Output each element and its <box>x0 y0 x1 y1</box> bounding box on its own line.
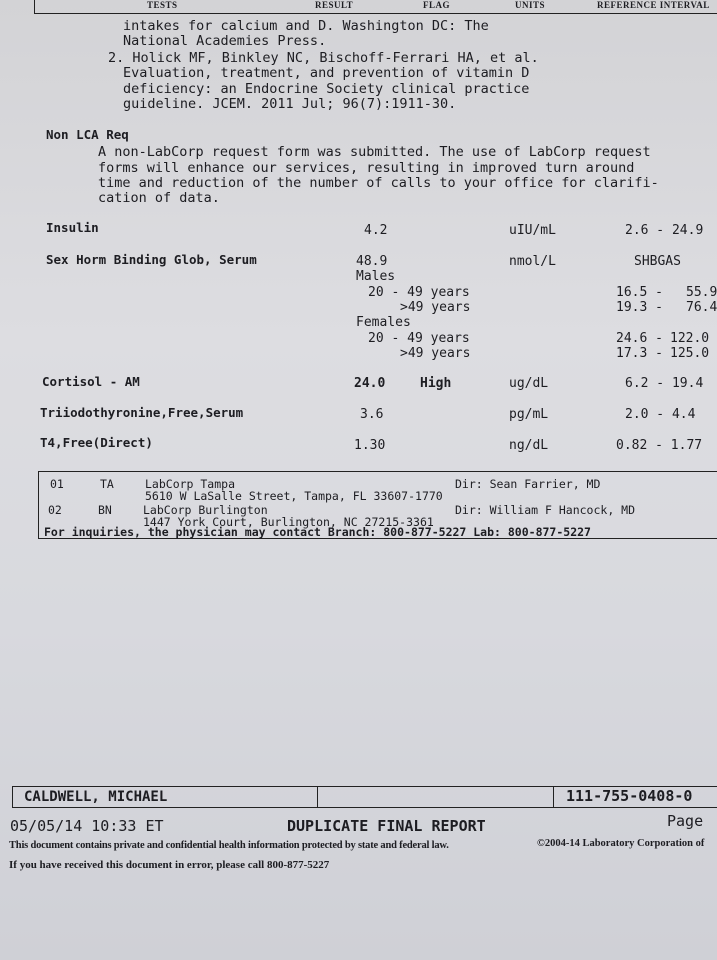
range-low: 17.3 - <box>616 346 663 361</box>
lab-code: 01 <box>50 477 64 491</box>
patient-bar-divider <box>553 787 554 807</box>
column-header-strip <box>34 0 717 14</box>
test-reference: 2.6 - 24.9 <box>625 223 704 238</box>
header-flag: FLAG <box>423 0 451 10</box>
range-high: 76.4 <box>686 300 717 315</box>
test-name: Insulin <box>46 220 99 235</box>
test-units: ug/dL <box>509 376 549 391</box>
error-notice: If you have received this document in error, please call 800-877-5227 <box>9 859 330 871</box>
range-age: >49 years <box>400 300 471 315</box>
test-name: Cortisol - AM <box>42 374 140 389</box>
range-age: >49 years <box>400 346 471 361</box>
page-label: Page <box>667 812 704 830</box>
lab-code: 02 <box>48 503 62 517</box>
account-number: 111-755-0408-0 <box>566 787 693 805</box>
range-age: 20 - 49 years <box>368 285 470 300</box>
reference-line: 2. Holick MF, Binkley NC, Bischoff-Ferrari HA, et al. <box>108 50 539 66</box>
lab-name: LabCorp Tampa <box>145 477 236 491</box>
test-units: pg/mL <box>509 407 549 422</box>
reference-line: deficiency: an Endocrine Society clinical practice <box>123 81 530 97</box>
lab-director: Dir: William F Hancock, MD <box>455 503 636 517</box>
test-result: 4.2 <box>364 223 388 238</box>
lab-address: 1447 York Court, Burlington, NC 27215-3361 <box>143 515 434 529</box>
copyright: ©2004-14 Laboratory Corporation of <box>537 838 705 849</box>
test-result: 24.0 <box>354 376 386 391</box>
range-low: 24.6 - <box>616 331 663 346</box>
non-lca-title: Non LCA Req <box>46 127 129 142</box>
range-high: 125.0 <box>670 346 710 361</box>
females-label: Females <box>356 315 411 330</box>
test-result: 48.9 <box>356 254 388 269</box>
report-datetime: 05/05/14 10:33 ET <box>10 817 164 835</box>
reference-line: guideline. JCEM. 2011 Jul; 96(7):1911-30. <box>123 96 457 112</box>
test-units: ng/dL <box>509 438 549 453</box>
test-reference: SHBGAS <box>634 254 681 269</box>
test-flag: High <box>420 376 452 391</box>
test-reference: 6.2 - 19.4 <box>625 376 704 391</box>
lab-address: 5610 W LaSalle Street, Tampa, FL 33607-1770 <box>145 489 443 503</box>
test-name: T4,Free(Direct) <box>40 435 153 450</box>
test-result: 3.6 <box>360 407 384 422</box>
lab-director: Dir: Sean Farrier, MD <box>455 477 601 491</box>
non-lca-line: forms will enhance our services, resulting in improved turn around <box>98 160 635 176</box>
males-label: Males <box>356 269 396 284</box>
non-lca-line: cation of data. <box>98 190 220 206</box>
reference-line: National Academies Press. <box>123 33 327 49</box>
test-name: Sex Horm Binding Glob, Serum <box>46 252 257 267</box>
non-lca-line: time and reduction of the number of calls to your office for clarifi- <box>98 175 659 191</box>
lab-id: BN <box>98 503 112 517</box>
header-result: RESULT <box>315 0 354 10</box>
test-reference: 0.82 - 1.77 <box>616 438 703 453</box>
inquiries-line: For inquiries, the physician may contact Branch: 800-877-5227 Lab: 800-877-5227 <box>44 525 591 539</box>
patient-name: CALDWELL, MICHAEL <box>24 789 168 805</box>
reference-line: intakes for calcium and D. Washington DC: The <box>123 18 489 34</box>
non-lca-line: A non-LabCorp request form was submitted. The use of LabCorp request <box>98 144 651 160</box>
test-units: nmol/L <box>509 254 556 269</box>
header-reference: REFERENCE INTERVAL <box>597 0 710 10</box>
lab-name: LabCorp Burlington <box>143 503 268 517</box>
test-result: 1.30 <box>354 438 386 453</box>
range-age: 20 - 49 years <box>368 331 470 346</box>
test-name: Triiodothyronine,Free,Serum <box>40 405 244 420</box>
reference-line: Evaluation, treatment, and prevention of vitamin D <box>123 65 530 81</box>
header-units: UNITS <box>515 0 546 10</box>
range-high: 55.9 <box>686 285 717 300</box>
patient-bar-divider <box>317 787 318 807</box>
lab-id: TA <box>100 477 114 491</box>
header-tests: TESTS <box>147 0 178 10</box>
report-type: DUPLICATE FINAL REPORT <box>287 817 486 835</box>
confidential-notice: This document contains private and confidential health information protected by state and federal law. <box>9 840 449 851</box>
test-reference: 2.0 - 4.4 <box>625 407 696 422</box>
range-high: 122.0 <box>670 331 710 346</box>
range-low: 19.3 - <box>616 300 663 315</box>
test-units: uIU/mL <box>509 223 556 238</box>
range-low: 16.5 - <box>616 285 663 300</box>
